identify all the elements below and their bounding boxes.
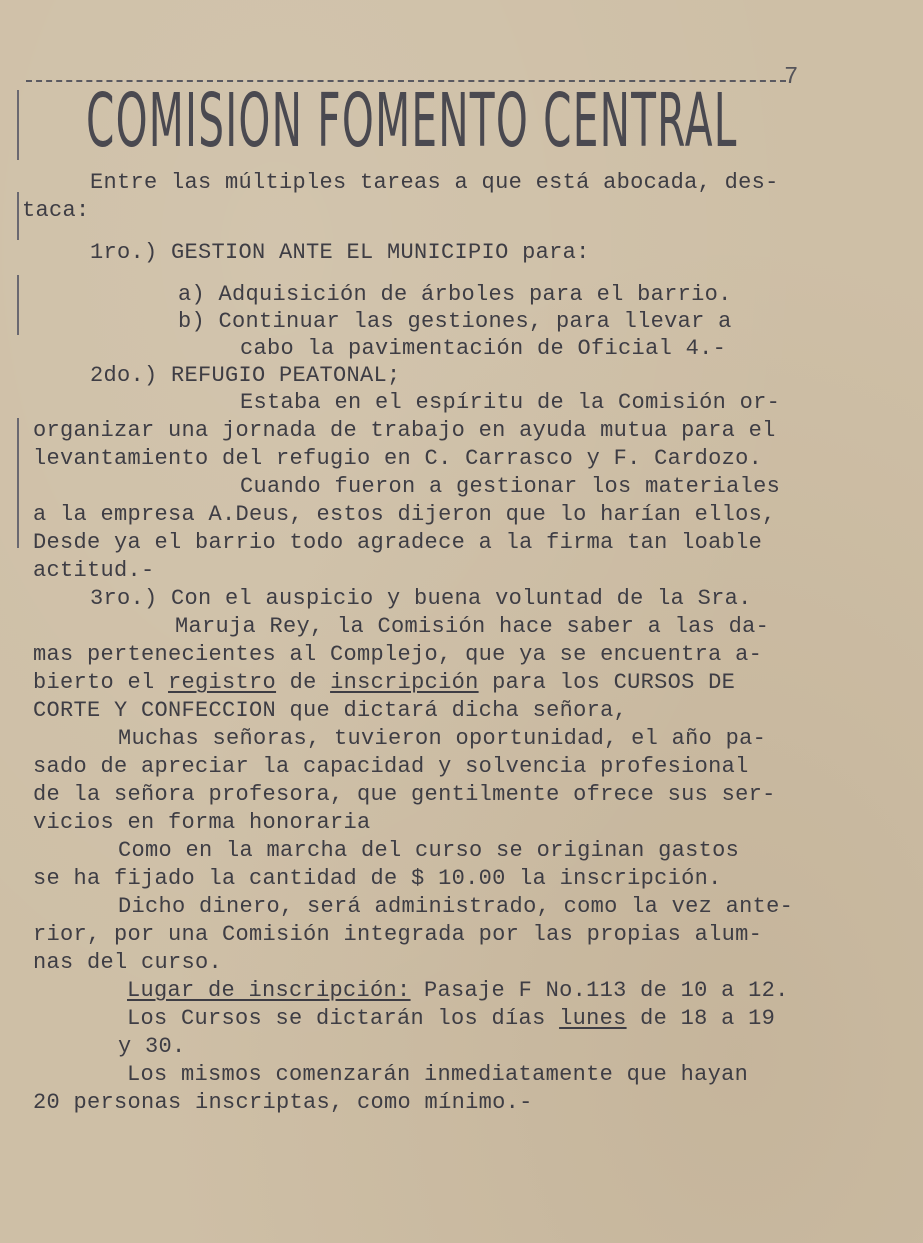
line-text: Dicho dinero, será administrado, como la vez ante- — [118, 894, 794, 919]
body-line — [178, 309, 732, 335]
line-text: taca: — [22, 198, 90, 223]
line-text: Cuando fueron a gestionar los materiales — [240, 474, 781, 499]
line-text: 2do.) REFUGIO PEATONAL; — [90, 363, 401, 388]
page-number: 7 — [784, 64, 799, 91]
body-line — [33, 446, 762, 472]
body-line — [118, 838, 739, 864]
line-text: Estaba en el espíritu de la Comisión or- — [240, 390, 781, 415]
body-line — [240, 390, 780, 416]
line-text: de 18 a 19 — [626, 1006, 776, 1031]
body-line — [33, 502, 776, 528]
body-line — [118, 894, 793, 920]
underlined-text: Lugar de inscripción: — [127, 978, 411, 1003]
line-text: 3ro.) Con el auspicio y buena voluntad de la Sra. — [90, 586, 752, 611]
body-line — [90, 586, 752, 612]
line-text: mas pertenecientes al Complejo, que ya se encuentra a- — [33, 642, 763, 667]
document-title: COMISION FOMENTO CENTRAL — [86, 78, 738, 164]
body-line — [33, 698, 627, 724]
line-text: Entre las múltiples tareas a que está abocada, des- — [90, 170, 779, 195]
line-text: levantamiento del refugio en C. Carrasco y F. Cardozo. — [33, 446, 763, 471]
body-line — [33, 950, 222, 976]
body-line — [240, 474, 780, 500]
body-line — [127, 1006, 775, 1032]
body-line — [33, 1090, 533, 1116]
left-margin-rule — [17, 90, 19, 160]
body-line — [33, 418, 776, 444]
underlined-text: inscripción — [330, 670, 479, 695]
body-line — [178, 282, 732, 308]
line-text: Desde ya el barrio todo agradece a la firma tan loable — [33, 530, 763, 555]
body-line — [240, 336, 726, 362]
body-line — [33, 866, 722, 892]
line-text: b) Continuar las gestiones, para llevar a — [178, 309, 732, 334]
body-line — [90, 170, 779, 196]
line-text: 1ro.) GESTION ANTE EL MUNICIPIO para: — [90, 240, 590, 265]
line-text: 20 personas inscriptas, como mínimo.- — [33, 1090, 533, 1115]
line-text: a la empresa A.Deus, estos dijeron que lo harían ellos, — [33, 502, 776, 527]
line-text: se ha fijado la cantidad de $ 10.00 la inscripción. — [33, 866, 722, 891]
line-text: Maruja Rey, la Comisión hace saber a las da- — [175, 614, 770, 639]
body-line — [127, 1062, 748, 1088]
line-text: Los Cursos se dictarán los días — [127, 1006, 560, 1031]
body-line — [118, 726, 766, 752]
line-text: Los mismos comenzarán inmediatamente que hayan — [127, 1062, 749, 1087]
line-text: Muchas señoras, tuvieron oportunidad, el año pa- — [118, 726, 767, 751]
body-line — [33, 922, 762, 948]
line-text: de la señora profesora, que gentilmente ofrece sus ser- — [33, 782, 776, 807]
line-text: Pasaje F No.113 de 10 a 12. — [410, 978, 789, 1003]
line-text: y 30. — [118, 1034, 186, 1059]
line-text: Como en la marcha del curso se originan gastos — [118, 838, 740, 863]
body-line — [33, 810, 371, 836]
body-line — [90, 240, 590, 266]
body-line — [33, 670, 735, 696]
body-line — [33, 782, 776, 808]
body-line — [22, 198, 90, 224]
line-text: sado de apreciar la capacidad y solvencia profesional — [33, 754, 749, 779]
line-text: CORTE Y CONFECCION que dictará dicha señora, — [33, 698, 628, 723]
line-text: rior, por una Comisión integrada por las propias alum- — [33, 922, 763, 947]
body-line — [33, 558, 155, 584]
body-line — [118, 1034, 186, 1060]
body-line — [175, 614, 769, 640]
line-text: nas del curso. — [33, 950, 223, 975]
line-text: cabo la pavimentación de Oficial 4.- — [240, 336, 727, 361]
line-text: a) Adquisición de árboles para el barrio. — [178, 282, 732, 307]
left-margin-rule — [17, 192, 19, 240]
body-line — [33, 642, 762, 668]
line-text: actitud.- — [33, 558, 155, 583]
body-line — [127, 978, 789, 1004]
line-text: vicios en forma honoraria — [33, 810, 371, 835]
underlined-text: lunes — [559, 1006, 627, 1031]
left-margin-rule — [17, 418, 19, 548]
body-line — [33, 530, 762, 556]
line-text: para los CURSOS DE — [478, 670, 736, 695]
body-line — [33, 754, 749, 780]
line-text: de — [276, 670, 331, 695]
body-line — [90, 363, 401, 389]
left-margin-rule — [17, 275, 19, 335]
line-text: organizar una jornada de trabajo en ayuda mutua para el — [33, 418, 776, 443]
line-text: bierto el — [33, 670, 169, 695]
underlined-text: registro — [168, 670, 277, 695]
